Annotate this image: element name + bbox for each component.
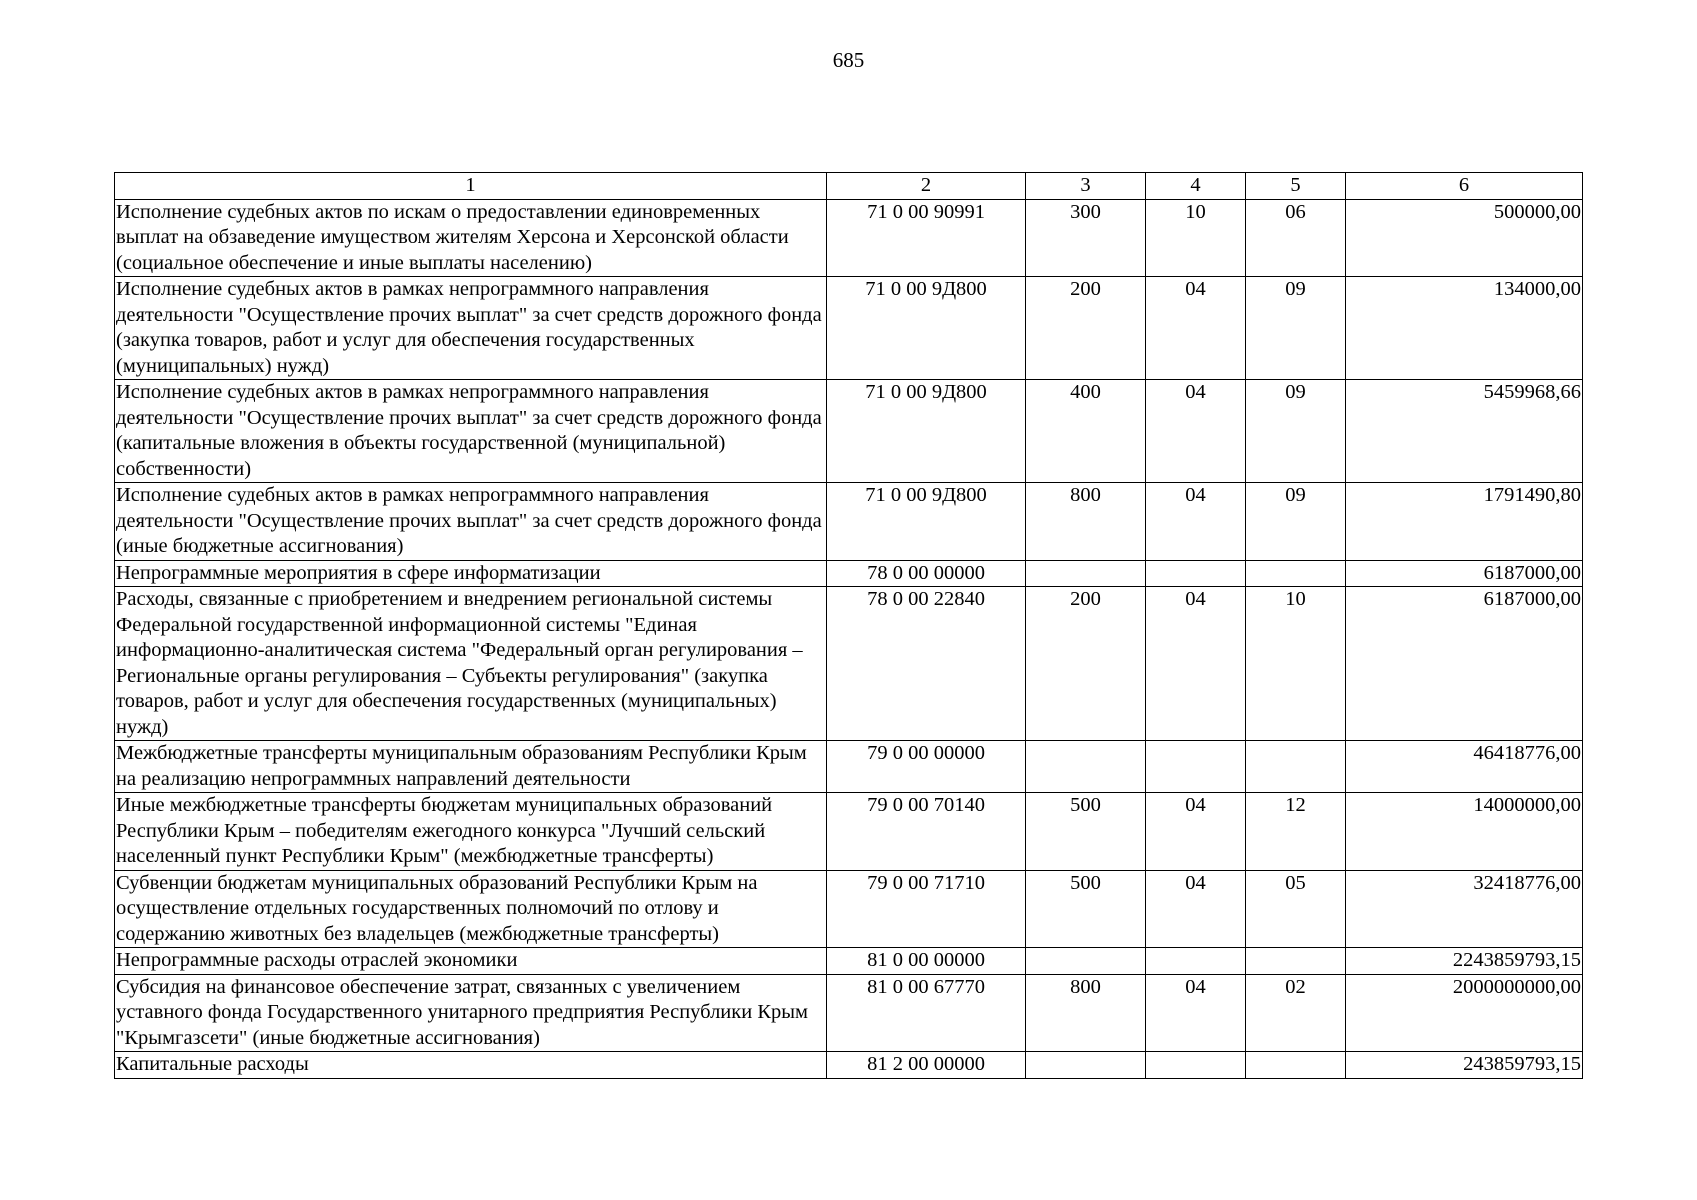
expense-type-cell: 200: [1026, 587, 1146, 741]
budget-table: [114, 172, 1583, 1079]
subsection-cell: 10: [1246, 587, 1346, 741]
amount-cell: 2243859793,15: [1346, 948, 1583, 975]
amount-cell: 46418776,00: [1346, 741, 1583, 793]
target-article-code-cell: 81 0 00 67770: [827, 974, 1026, 1052]
amount-cell: 5459968,66: [1346, 380, 1583, 483]
row-name-cell: Иные межбюджетные трансферты бюджетам муниципальных образований Республики Крым – победителям ежегодного конкурса "Лучший сельский населенный пункт Республики Крым" (межбюджетные трансферты): [115, 793, 827, 871]
target-article-code-cell: 71 0 00 90991: [827, 199, 1026, 277]
column-header-1: 1: [115, 173, 827, 200]
amount-cell: 243859793,15: [1346, 1052, 1583, 1079]
section-cell: 04: [1146, 380, 1246, 483]
table-header-row: [115, 173, 1583, 200]
target-article-code-cell: 81 2 00 00000: [827, 1052, 1026, 1079]
table-row: [115, 483, 1583, 561]
row-name-cell: Субвенции бюджетам муниципальных образований Республики Крым на осуществление отдельных государственных полномочий по отлову и содержанию животных без владельцев (межбюджетные трансферты): [115, 870, 827, 948]
target-article-code-cell: 71 0 00 9Д800: [827, 483, 1026, 561]
table-row: [115, 948, 1583, 975]
row-name-cell: Исполнение судебных актов в рамках непрограммного направления деятельности "Осуществление прочих выплат" за счет средств дорожного фонда (закупка товаров, работ и услуг для обеспечения государственных (муниципальных) нужд): [115, 277, 827, 380]
amount-cell: 14000000,00: [1346, 793, 1583, 871]
target-article-code-cell: 81 0 00 00000: [827, 948, 1026, 975]
section-cell: [1146, 948, 1246, 975]
amount-cell: 6187000,00: [1346, 587, 1583, 741]
expense-type-cell: [1026, 948, 1146, 975]
target-article-code-cell: 78 0 00 00000: [827, 560, 1026, 587]
expense-type-cell: 200: [1026, 277, 1146, 380]
subsection-cell: 12: [1246, 793, 1346, 871]
section-cell: 04: [1146, 974, 1246, 1052]
row-name-cell: Исполнение судебных актов в рамках непрограммного направления деятельности "Осуществление прочих выплат" за счет средств дорожного фонда (иные бюджетные ассигнования): [115, 483, 827, 561]
subsection-cell: 09: [1246, 483, 1346, 561]
section-cell: 04: [1146, 587, 1246, 741]
table-row: [115, 741, 1583, 793]
row-name-cell: Межбюджетные трансферты муниципальным образованиям Республики Крым на реализацию непрограммных направлений деятельности: [115, 741, 827, 793]
expense-type-cell: 500: [1026, 870, 1146, 948]
section-cell: [1146, 1052, 1246, 1079]
table-row: [115, 870, 1583, 948]
row-name-cell: Субсидия на финансовое обеспечение затрат, связанных с увеличением уставного фонда Государственного унитарного предприятия Республики Крым "Крымгазсети" (иные бюджетные ассигнования): [115, 974, 827, 1052]
page-number: 685: [832, 48, 865, 72]
target-article-code-cell: 71 0 00 9Д800: [827, 277, 1026, 380]
expense-type-cell: [1026, 741, 1146, 793]
expense-type-cell: 400: [1026, 380, 1146, 483]
target-article-code-cell: 71 0 00 9Д800: [827, 380, 1026, 483]
section-cell: [1146, 741, 1246, 793]
target-article-code-cell: 79 0 00 00000: [827, 741, 1026, 793]
amount-cell: 32418776,00: [1346, 870, 1583, 948]
table-row: [115, 974, 1583, 1052]
column-header-2: 2: [827, 173, 1026, 200]
section-cell: 04: [1146, 870, 1246, 948]
subsection-cell: [1246, 560, 1346, 587]
expense-type-cell: [1026, 1052, 1146, 1079]
section-cell: 04: [1146, 483, 1246, 561]
subsection-cell: 09: [1246, 380, 1346, 483]
table-row: [115, 1052, 1583, 1079]
expense-type-cell: [1026, 560, 1146, 587]
subsection-cell: 02: [1246, 974, 1346, 1052]
column-header-6: 6: [1346, 173, 1583, 200]
subsection-cell: [1246, 741, 1346, 793]
amount-cell: 1791490,80: [1346, 483, 1583, 561]
expense-type-cell: 800: [1026, 974, 1146, 1052]
section-cell: 04: [1146, 277, 1246, 380]
amount-cell: 500000,00: [1346, 199, 1583, 277]
row-name-cell: Исполнение судебных актов в рамках непрограммного направления деятельности "Осуществление прочих выплат" за счет средств дорожного фонда (капитальные вложения в объекты государственной (муниципальной) собственности): [115, 380, 827, 483]
subsection-cell: 09: [1246, 277, 1346, 380]
column-header-4: 4: [1146, 173, 1246, 200]
amount-cell: 6187000,00: [1346, 560, 1583, 587]
row-name-cell: Непрограммные расходы отраслей экономики: [115, 948, 827, 975]
amount-cell: 134000,00: [1346, 277, 1583, 380]
column-header-5: 5: [1246, 173, 1346, 200]
expense-type-cell: 800: [1026, 483, 1146, 561]
section-cell: [1146, 560, 1246, 587]
target-article-code-cell: 79 0 00 70140: [827, 793, 1026, 871]
subsection-cell: 06: [1246, 199, 1346, 277]
target-article-code-cell: 79 0 00 71710: [827, 870, 1026, 948]
table-row: [115, 380, 1583, 483]
table-row: [115, 277, 1583, 380]
subsection-cell: 05: [1246, 870, 1346, 948]
table-row: [115, 587, 1583, 741]
section-cell: 10: [1146, 199, 1246, 277]
expense-type-cell: 500: [1026, 793, 1146, 871]
table-body: [115, 199, 1583, 1078]
row-name-cell: Капитальные расходы: [115, 1052, 827, 1079]
table-row: [115, 793, 1583, 871]
target-article-code-cell: 78 0 00 22840: [827, 587, 1026, 741]
amount-cell: 2000000000,00: [1346, 974, 1583, 1052]
subsection-cell: [1246, 1052, 1346, 1079]
subsection-cell: [1246, 948, 1346, 975]
table-row: [115, 560, 1583, 587]
section-cell: 04: [1146, 793, 1246, 871]
row-name-cell: Исполнение судебных актов по искам о предоставлении единовременных выплат на обзаведение имуществом жителям Херсона и Херсонской области (социальное обеспечение и иные выплаты населению): [115, 199, 827, 277]
table-row: [115, 199, 1583, 277]
expense-type-cell: 300: [1026, 199, 1146, 277]
row-name-cell: Расходы, связанные с приобретением и внедрением региональной системы Федеральной государственной информационной системы "Единая информационно-аналитическая система "Федеральный орган регулирования – Региональные органы регулирования – Субъекты регулирования" (закупка товаров, работ и услуг для обеспечения государственных (муниципальных) нужд): [115, 587, 827, 741]
column-header-3: 3: [1026, 173, 1146, 200]
row-name-cell: Непрограммные мероприятия в сфере информатизации: [115, 560, 827, 587]
